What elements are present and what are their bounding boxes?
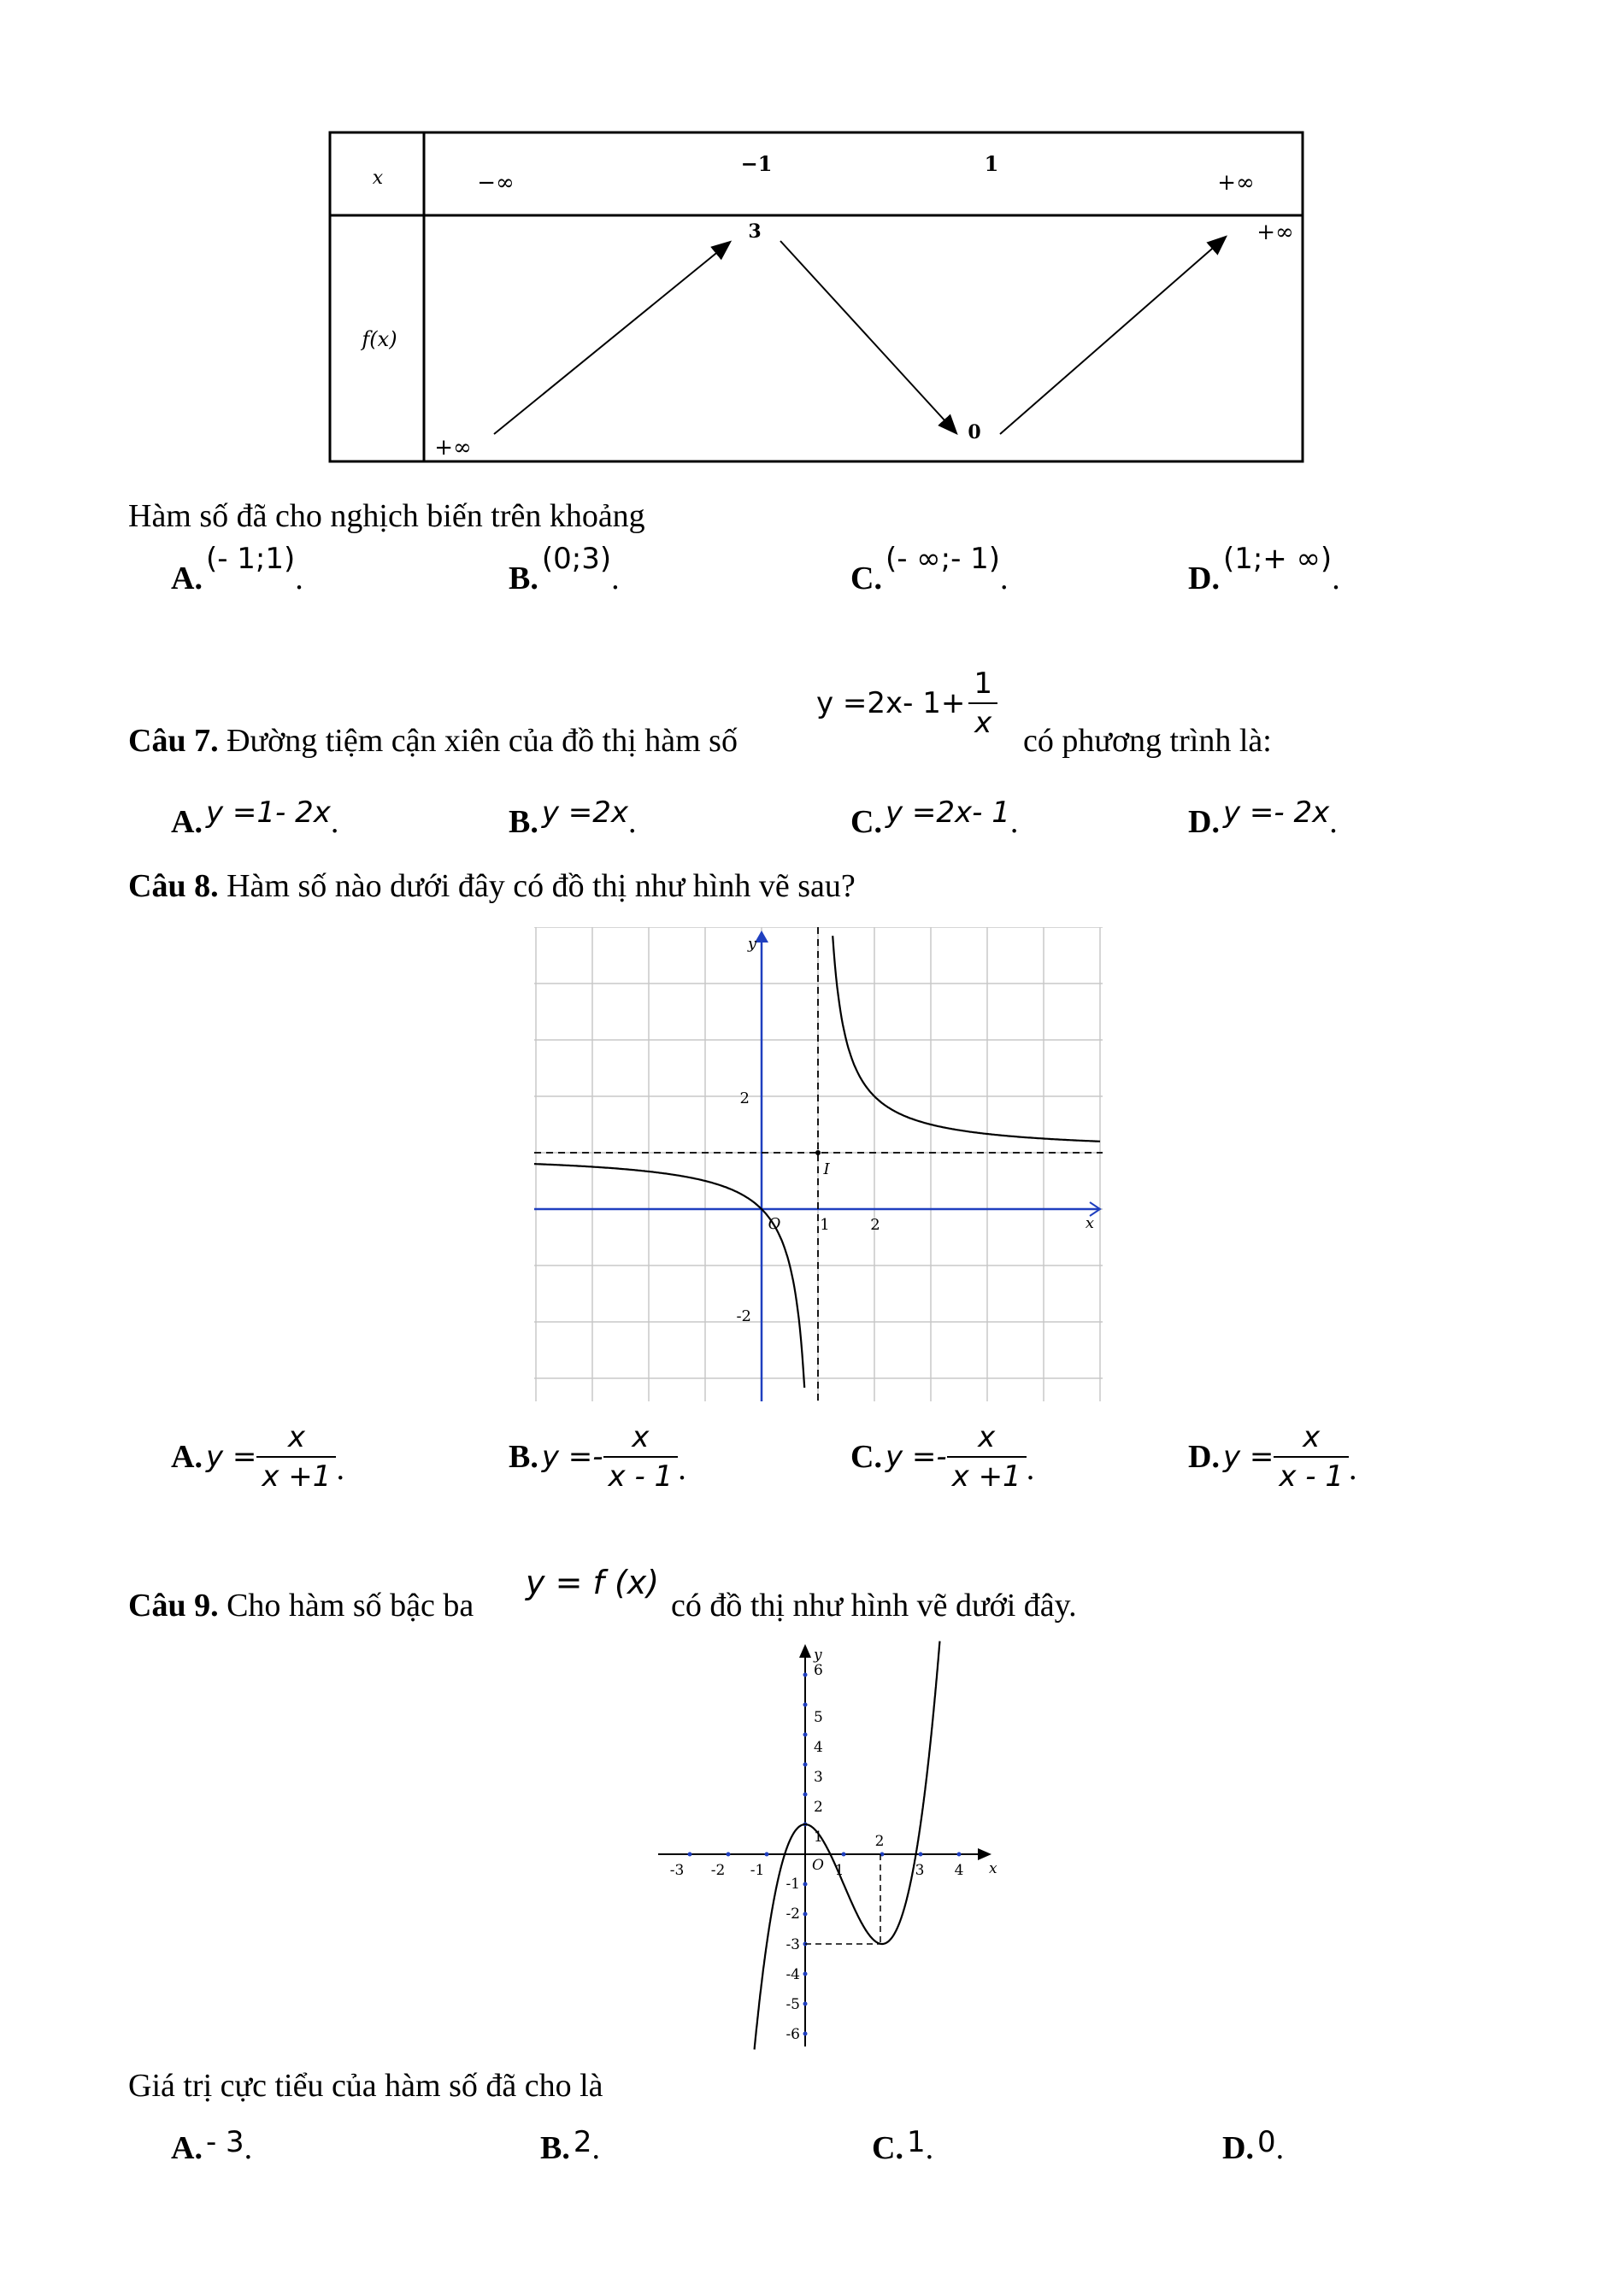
q9-tick-x-3: 3 bbox=[915, 1862, 925, 1879]
q9-tick-y-1: 1 bbox=[814, 1829, 823, 1846]
option-expr: (0;3) bbox=[541, 542, 612, 576]
option-fraction bbox=[947, 1418, 1027, 1495]
q6-option-a[interactable]: A. (- 1;1). bbox=[171, 542, 303, 596]
q9-tick-y-2: 2 bbox=[814, 1799, 823, 1816]
q8-graph bbox=[534, 927, 1103, 1401]
q9-stem bbox=[128, 1589, 474, 1622]
x-value-neg-one: −1 bbox=[740, 151, 773, 176]
option-expr: (1;+ ∞) bbox=[1222, 542, 1333, 576]
q9-text-before: Cho hàm số bậc ba bbox=[227, 1588, 474, 1624]
q6-option-d[interactable]: D. (1;+ ∞). bbox=[1188, 542, 1340, 596]
q8-y-label: y bbox=[747, 935, 757, 953]
q9-tick-y-5: 5 bbox=[814, 1709, 823, 1726]
option-letter: D. bbox=[1188, 561, 1220, 596]
q8-stem bbox=[128, 870, 856, 902]
option-den: x +1 bbox=[262, 1459, 332, 1494]
option-expr: y =2x bbox=[541, 796, 629, 830]
q9-tick-x-neg2: -2 bbox=[710, 1862, 726, 1879]
q9-tick-y-6: 6 bbox=[814, 1662, 823, 1679]
option-expr: y =2x- 1 bbox=[885, 796, 1010, 830]
q7-option-d[interactable]: D. y =- 2x. bbox=[1188, 796, 1338, 840]
f-value-min: 0 bbox=[968, 421, 981, 443]
q9-tick-x-4: 4 bbox=[954, 1862, 964, 1879]
option-letter: A. bbox=[171, 804, 203, 840]
q8-option-a[interactable]: A. y = $\frac{x}{x +1}$ . bbox=[171, 1420, 344, 1494]
q7-option-c[interactable]: C. y =2x- 1. bbox=[850, 796, 1019, 840]
option-letter: A. bbox=[171, 1438, 203, 1475]
option-letter: D. bbox=[1222, 2130, 1254, 2166]
arrow-increasing-1 bbox=[494, 243, 729, 434]
q8-text: Hàm số nào dưới đây có đồ thị như hình vẽ sau? bbox=[227, 868, 856, 904]
option-letter: D. bbox=[1188, 1438, 1220, 1475]
q9-tick-x-neg3: -3 bbox=[669, 1862, 685, 1879]
q9-option-d[interactable]: D. 0. bbox=[1222, 2125, 1285, 2166]
q9-func: y = f (x) bbox=[526, 1564, 660, 1601]
q9-tick-y-neg5: -5 bbox=[786, 1996, 800, 2013]
q8-tick-y-2: 2 bbox=[739, 1089, 750, 1107]
q9-tick-y-neg1: -1 bbox=[786, 1876, 800, 1893]
option-fraction bbox=[256, 1418, 336, 1495]
q8-tick-x-1: 1 bbox=[820, 1216, 830, 1234]
q9-graph bbox=[650, 1641, 1009, 2051]
f-value-right: +∞ bbox=[1256, 220, 1294, 245]
q8-option-b[interactable]: B. y =- $\frac{x}{x - 1}$ . bbox=[509, 1420, 686, 1494]
option-expr: (- ∞;- 1) bbox=[885, 542, 1001, 576]
q7-text-before: Đường tiệm cận xiên của đồ thị hàm số bbox=[227, 723, 738, 759]
option-letter: D. bbox=[1188, 804, 1220, 840]
q8-origin-label: O bbox=[768, 1215, 781, 1233]
q9-tick-y-4: 4 bbox=[814, 1739, 823, 1756]
q9-x-label: x bbox=[989, 1860, 997, 1877]
q9-tick-x-1: 1 bbox=[834, 1862, 844, 1879]
arrow-decreasing bbox=[780, 241, 956, 432]
option-den: x +1 bbox=[951, 1459, 1021, 1494]
option-expr: y =1- 2x bbox=[205, 796, 331, 830]
option-fraction bbox=[1274, 1418, 1349, 1495]
q9-tick-y-neg2: -2 bbox=[786, 1906, 800, 1923]
q7-label: Câu 7. bbox=[128, 723, 219, 759]
q8-option-c[interactable]: C. y =- $\frac{x}{x +1}$ . bbox=[850, 1420, 1035, 1494]
option-letter: C. bbox=[850, 804, 882, 840]
q9-option-a[interactable]: A. - 3. bbox=[171, 2125, 253, 2166]
f-value-left: +∞ bbox=[434, 435, 472, 461]
option-expr: 2 bbox=[573, 2125, 592, 2159]
option-fraction bbox=[603, 1418, 679, 1495]
q7-func-den: x bbox=[974, 706, 992, 740]
q9-option-b[interactable]: B. 2. bbox=[540, 2125, 600, 2166]
q8-tick-x-2: 2 bbox=[870, 1216, 880, 1234]
q9-tick-y-neg4: -4 bbox=[786, 1966, 800, 1983]
f-value-max: 3 bbox=[748, 220, 762, 243]
q8-option-d[interactable]: D. y = $\frac{x}{x - 1}$ . bbox=[1188, 1420, 1357, 1494]
q8-label: Câu 8. bbox=[128, 868, 219, 904]
option-letter: A. bbox=[171, 561, 203, 596]
option-expr: y =- 2x bbox=[1222, 796, 1330, 830]
option-expr: (- 1;1) bbox=[205, 542, 296, 576]
option-expr: 1 bbox=[906, 2125, 926, 2159]
q9-option-c[interactable]: C. 1. bbox=[872, 2125, 934, 2166]
x-value-neg-inf: −∞ bbox=[477, 170, 515, 196]
q9-cubic-curve bbox=[755, 1641, 940, 2050]
q6-option-b[interactable]: B. (0;3). bbox=[509, 542, 620, 596]
option-letter: C. bbox=[872, 2130, 903, 2166]
variation-table bbox=[325, 128, 1308, 466]
q9-label-2: 2 bbox=[874, 1833, 885, 1850]
q7-func-fraction bbox=[968, 665, 997, 742]
option-num: x bbox=[256, 1418, 336, 1458]
option-den: x - 1 bbox=[1279, 1459, 1345, 1494]
q9-text-after: có đồ thị như hình vẽ dưới đây. bbox=[671, 1588, 1077, 1624]
option-num: x bbox=[603, 1418, 679, 1458]
q9-y-label: y bbox=[814, 1647, 822, 1664]
option-letter: B. bbox=[509, 1438, 538, 1475]
option-den: x - 1 bbox=[608, 1459, 674, 1494]
option-lhs: y =- bbox=[885, 1440, 947, 1474]
option-letter: A. bbox=[171, 2130, 203, 2166]
option-lhs: y = bbox=[1222, 1440, 1274, 1474]
option-expr: - 3 bbox=[205, 2125, 244, 2159]
x-value-pos-inf: +∞ bbox=[1217, 170, 1255, 196]
q8-tick-y-neg2: -2 bbox=[736, 1307, 751, 1325]
q7-func-lhs: y =2x- 1+ bbox=[816, 686, 966, 720]
q6-prompt: Hàm số đã cho nghịch biến trên khoảng bbox=[128, 498, 645, 534]
fx-label: f(x) bbox=[362, 327, 397, 351]
option-num: x bbox=[1274, 1418, 1349, 1458]
q9-label: Câu 9. bbox=[128, 1588, 219, 1624]
option-letter: B. bbox=[509, 561, 538, 596]
q7-func-num: 1 bbox=[968, 665, 997, 704]
x-value-one: 1 bbox=[984, 151, 999, 176]
q6-option-c[interactable]: C. (- ∞;- 1). bbox=[850, 542, 1009, 596]
option-letter: B. bbox=[540, 2130, 570, 2166]
q8-center-label: I bbox=[823, 1160, 830, 1178]
option-letter: C. bbox=[850, 1438, 882, 1475]
x-label: x bbox=[372, 167, 384, 189]
option-lhs: y = bbox=[205, 1440, 257, 1474]
option-lhs: y =- bbox=[541, 1440, 603, 1474]
option-expr: 0 bbox=[1256, 2125, 1276, 2159]
q7-function bbox=[816, 665, 997, 742]
q8-x-label: x bbox=[1085, 1214, 1095, 1232]
q8-curve-right-branch bbox=[833, 936, 1100, 1142]
q9-tick-y-3: 3 bbox=[814, 1769, 823, 1786]
q9-tick-y-neg6: -6 bbox=[786, 2026, 800, 2043]
q7-stem bbox=[128, 725, 738, 757]
q9-tick-x-neg1: -1 bbox=[750, 1862, 765, 1879]
option-num: x bbox=[947, 1418, 1027, 1458]
option-letter: B. bbox=[509, 804, 538, 840]
q9-origin-label: O bbox=[812, 1857, 824, 1874]
q7-option-b[interactable]: B. y =2x. bbox=[509, 796, 637, 840]
q7-text-after: có phương trình là: bbox=[1023, 723, 1272, 759]
q7-option-a[interactable]: A. y =1- 2x. bbox=[171, 796, 339, 840]
arrow-increasing-2 bbox=[1000, 238, 1225, 434]
q9-tick-y-neg3: -3 bbox=[786, 1936, 800, 1953]
q8-curve-left-branch bbox=[534, 1164, 804, 1388]
q9-prompt: Giá trị cực tiểu của hàm số đã cho là bbox=[128, 2068, 603, 2104]
option-letter: C. bbox=[850, 561, 882, 596]
